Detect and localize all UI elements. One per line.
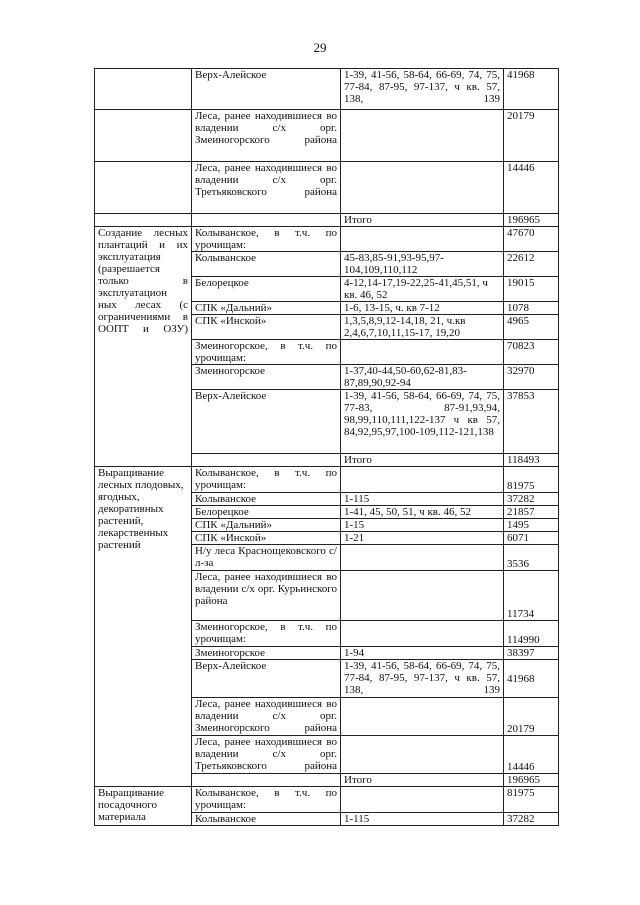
- area-cell: 37282: [504, 493, 559, 506]
- quarters-cell: 1-39, 41-56, 58-64, 66-69, 74, 75, 77-84, 87-95, 97-137, ч кв. 57, 138, 139: [341, 69, 504, 110]
- location-cell: Леса, ранее находившиеся во владении с/х орг. Змеиногорского района: [192, 110, 341, 162]
- quarters-cell: [341, 162, 504, 214]
- location-cell: [192, 454, 341, 467]
- location-cell: [192, 774, 341, 787]
- area-cell: 38397: [504, 647, 559, 660]
- area-cell: 81975: [504, 787, 559, 813]
- area-cell: 14446: [504, 736, 559, 774]
- table-row: [95, 69, 559, 110]
- location-cell: СПК «Дальний»: [192, 302, 341, 315]
- area-cell: 37282: [504, 813, 559, 826]
- location-cell: СПК «Инской»: [192, 315, 341, 340]
- quarters-cell: 1,3,5,8,9,12-14,18, 21, ч.кв 2,4,6,7,10,11,15-17, 19,20: [341, 315, 504, 340]
- quarters-cell: [341, 340, 504, 365]
- location-cell: СПК «Дальний»: [192, 519, 341, 532]
- quarters-cell: 1-39, 41-56, 58-64, 66-69, 74, 75, 77-84, 87-95, 97-137, ч кв. 57, 138, 139: [341, 660, 504, 698]
- location-cell: Леса, ранее находившиеся во владении с/х орг. Змеиногорского района: [192, 698, 341, 736]
- area-cell: 196965: [504, 774, 559, 787]
- location-cell: Леса, ранее находившиеся во владении с/х орг. Третьяковского района: [192, 162, 341, 214]
- area-cell: 14446: [504, 162, 559, 214]
- quarters-cell: 1-21: [341, 532, 504, 545]
- location-cell: Колыванское: [192, 813, 341, 826]
- activity-type-cell: Выращивание посадочного материала: [95, 787, 192, 826]
- forest-use-table: [94, 68, 559, 826]
- page-number: 29: [313, 40, 327, 55]
- quarters-cell: [341, 110, 504, 162]
- location-cell: Леса, ранее находившиеся во владении с/х орг. Третьяковского района: [192, 736, 341, 774]
- total-label: Итого: [341, 774, 504, 787]
- quarters-cell: 1-115: [341, 493, 504, 506]
- area-cell: 41968: [504, 660, 559, 698]
- location-cell: Змеиногорское, в т.ч. по урочищам:: [192, 340, 341, 365]
- location-cell: Колыванское, в т.ч. по урочищам:: [192, 467, 341, 493]
- activity-type-cell: Создание лесных плантаций и их эксплуатация (разрешается только в эксплуатацион ных лесах (с ограничениями в ООПТ и ОЗУ): [95, 227, 192, 467]
- area-cell: 20179: [504, 110, 559, 162]
- area-cell: 22612: [504, 252, 559, 277]
- location-cell: Верх-Алейское: [192, 69, 341, 110]
- quarters-cell: [341, 467, 504, 493]
- quarters-cell: [341, 698, 504, 736]
- area-cell: 81975: [504, 467, 559, 493]
- activity-cell: [95, 214, 192, 227]
- total-row: [95, 214, 559, 227]
- area-cell: 37853: [504, 390, 559, 454]
- location-cell: СПК «Инской»: [192, 532, 341, 545]
- quarters-cell: 1-94: [341, 647, 504, 660]
- area-cell: 41968: [504, 69, 559, 110]
- quarters-cell: 45-83,85-91,93-95,97-104,109,110,112: [341, 252, 504, 277]
- area-cell: 19015: [504, 277, 559, 302]
- quarters-cell: 1-37,40-44,50-60,62-81,83-87,89,90,92-94: [341, 365, 504, 390]
- quarters-cell: [341, 571, 504, 621]
- table-row: [95, 787, 559, 813]
- area-cell: 118493: [504, 454, 559, 467]
- quarters-cell: 1-39, 41-56, 58-64, 66-69, 74, 75, 77-83, 87-91,93,94, 98,99,110,111,122-137 ч кв 57, 84,92,95,97,100-109,112-121,138: [341, 390, 504, 454]
- quarters-cell: [341, 227, 504, 252]
- quarters-cell: 1-15: [341, 519, 504, 532]
- area-cell: 3536: [504, 545, 559, 571]
- area-cell: 70823: [504, 340, 559, 365]
- location-cell: Белорецкое: [192, 506, 341, 519]
- location-cell: Колыванское: [192, 493, 341, 506]
- area-cell: 11734: [504, 571, 559, 621]
- area-cell: 6071: [504, 532, 559, 545]
- location-cell: Белорецкое: [192, 277, 341, 302]
- quarters-cell: 4-12,14-17,19-22,25-41,45,51, ч кв. 46, 52: [341, 277, 504, 302]
- activity-cell: [95, 110, 192, 162]
- area-cell: 4965: [504, 315, 559, 340]
- area-cell: 47670: [504, 227, 559, 252]
- table-row: [95, 467, 559, 493]
- table-row: [95, 110, 559, 162]
- area-cell: 32970: [504, 365, 559, 390]
- area-cell: 1078: [504, 302, 559, 315]
- total-label: Итого: [341, 454, 504, 467]
- location-cell: Змеиногорское: [192, 647, 341, 660]
- area-cell: 21857: [504, 506, 559, 519]
- area-cell: 20179: [504, 698, 559, 736]
- activity-cell: [95, 69, 192, 110]
- quarters-cell: 1-115: [341, 813, 504, 826]
- total-label: Итого: [341, 214, 504, 227]
- quarters-cell: 1-41, 45, 50, 51, ч кв. 46, 52: [341, 506, 504, 519]
- location-cell: [192, 214, 341, 227]
- location-cell: Верх-Алейское: [192, 390, 341, 454]
- table-row: [95, 162, 559, 214]
- area-cell: 114990: [504, 621, 559, 647]
- location-cell: Н/у леса Краснощековского с/л-за: [192, 545, 341, 571]
- location-cell: Колыванское, в т.ч. по урочищам:: [192, 227, 341, 252]
- area-cell: 196965: [504, 214, 559, 227]
- quarters-cell: [341, 545, 504, 571]
- quarters-cell: 1-6, 13-15, ч. кв 7-12: [341, 302, 504, 315]
- activity-cell: [95, 162, 192, 214]
- quarters-cell: [341, 787, 504, 813]
- location-cell: Верх-Алейское: [192, 660, 341, 698]
- activity-type-cell: Выращивание лесных плодовых, ягодных, декоративных растений, лекарственных растений: [95, 467, 192, 787]
- location-cell: Колыванское: [192, 252, 341, 277]
- location-cell: Змеиногорское, в т.ч. по урочищам:: [192, 621, 341, 647]
- location-cell: Змеиногорское: [192, 365, 341, 390]
- table-row: [95, 227, 559, 252]
- quarters-cell: [341, 736, 504, 774]
- area-cell: 1495: [504, 519, 559, 532]
- location-cell: Леса, ранее находившиеся во владении с/х орг. Курьинского района: [192, 571, 341, 621]
- quarters-cell: [341, 621, 504, 647]
- location-cell: Колыванское, в т.ч. по урочищам:: [192, 787, 341, 813]
